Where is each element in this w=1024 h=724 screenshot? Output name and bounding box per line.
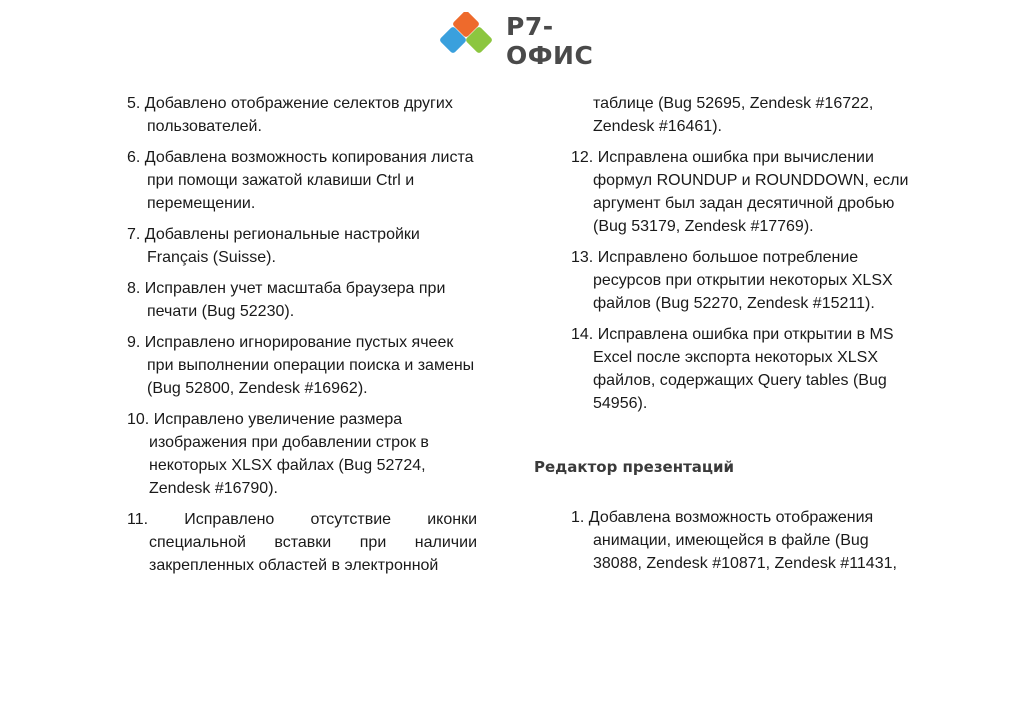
presentation-list <box>571 506 921 583</box>
list-item-number: 10. <box>127 411 150 428</box>
list-item-11 <box>127 508 477 577</box>
list-item-text: Исправлено отсутствие иконки специальной вставки при наличии закрепленных областей в электронной <box>149 511 478 574</box>
list-item-text: Добавлены региональные настройки Français (Suisse). <box>144 226 420 266</box>
list-item-number: 5. <box>127 95 141 112</box>
right-column <box>571 92 921 423</box>
list-item-10 <box>127 408 477 500</box>
r7-office-logo <box>438 12 622 70</box>
section-title-presentation-editor: Редактор презентаций <box>534 458 735 476</box>
list-item-number: 6. <box>127 149 141 166</box>
list-item-8 <box>127 277 477 323</box>
list-item-text: Исправлена ошибка при открытии в MS Excel после экспорта некоторых XLSX файлов, содержащих Query tables (Bug 54956). <box>593 326 894 412</box>
list-item-text: Исправлено большое потребление ресурсов при открытии некоторых XLSX файлов (Bug 52270, Zendesk #15211). <box>593 249 893 312</box>
list-item-number: 1. <box>571 509 585 526</box>
list-item-number: 13. <box>571 249 594 266</box>
left-column <box>127 92 477 585</box>
list-item-number: 12. <box>571 149 594 166</box>
list-item-text: Добавлено отображение селектов других пользователей. <box>144 95 453 135</box>
list-item-6 <box>127 146 477 215</box>
list-item-text: Исправлено игнорирование пустых ячеек при выполнении операции поиска и замены (Bug 52800, Zendesk #16962). <box>144 334 475 397</box>
list-item-text: Исправлен учет масштаба браузера при печати (Bug 52230). <box>144 280 446 320</box>
presentation-list-item-1 <box>571 506 921 575</box>
list-item-9 <box>127 331 477 400</box>
list-item-text: Исправлено увеличение размера изображения при добавлении строк в некоторых XLSX файлах (Bug 52724, Zendesk #16790). <box>149 411 429 497</box>
list-item-7 <box>127 223 477 269</box>
r7-logo-icon <box>438 12 498 70</box>
list-item-number: 14. <box>571 326 594 343</box>
list-item-number: 7. <box>127 226 141 243</box>
list-item-number: 9. <box>127 334 141 351</box>
list-item-11-continuation: таблице (Bug 52695, Zendesk #16722, Zendesk #16461). <box>593 95 874 135</box>
list-item-number: 8. <box>127 280 141 297</box>
list-item-5 <box>127 92 477 138</box>
list-item-13 <box>571 246 921 315</box>
list-item-text: Добавлена возможность отображения анимации, имеющейся в файле (Bug 38088, Zendesk #10871, Zendesk #11431, <box>588 509 897 572</box>
logo-text: Р7-ОФИС <box>506 12 594 70</box>
list-item-text: Добавлена возможность копирования листа при помощи зажатой клавиши Ctrl и перемещении. <box>144 149 474 212</box>
list-item-number: 11. <box>127 511 149 528</box>
list-item-12 <box>571 146 921 238</box>
list-item-text: Исправлена ошибка при вычислении формул ROUNDUP и ROUNDDOWN, если аргумент был задан десятичной дробью (Bug 53179, Zendesk #17769). <box>593 149 909 235</box>
list-item-14 <box>571 323 921 415</box>
